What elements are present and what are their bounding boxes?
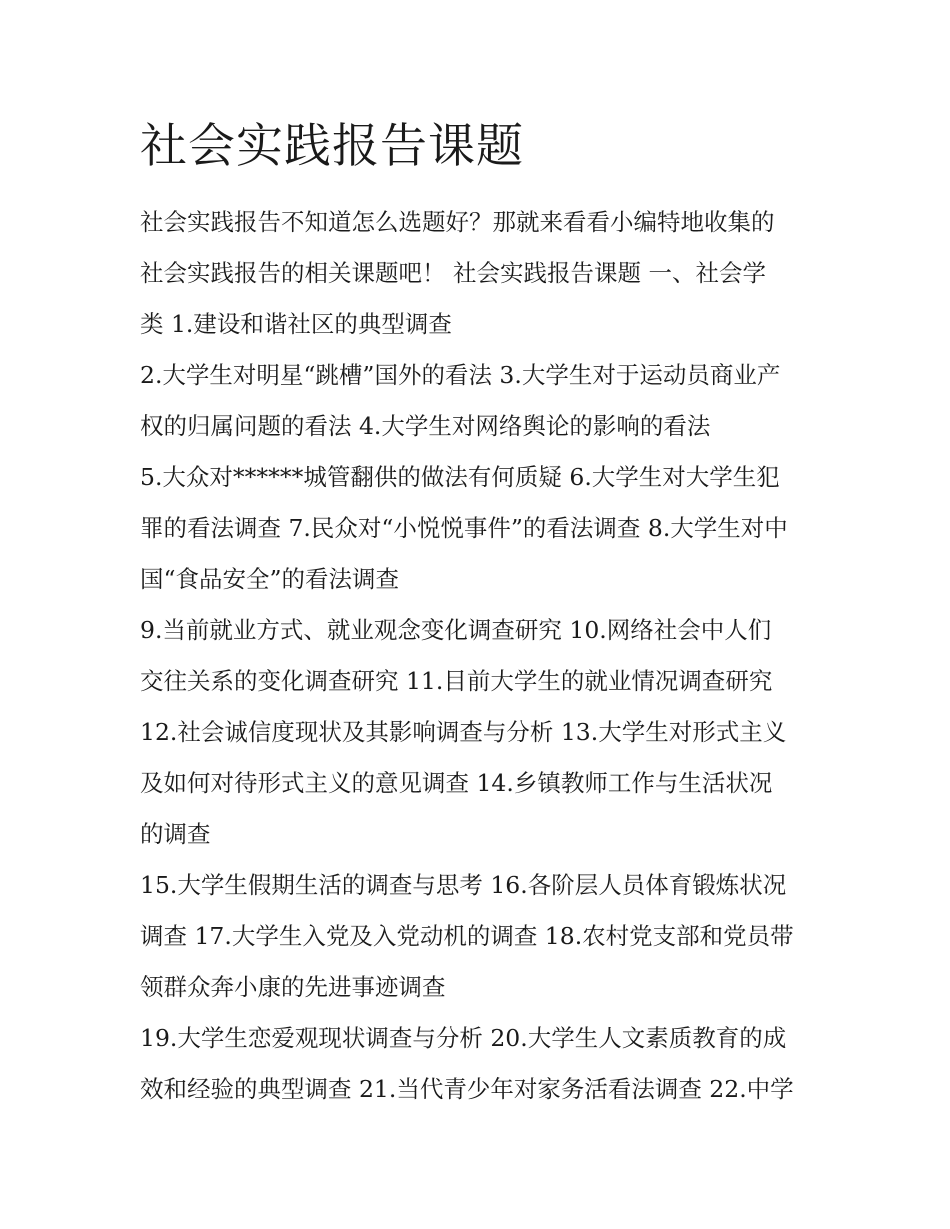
body-line: 调查 17.大学生入党及入党动机的调查 18.农村党支部和党员带 (140, 922, 794, 950)
body-line: 国“食品安全”的看法调查 (140, 565, 400, 593)
body-line: 15.大学生假期生活的调查与思考 16.各阶层人员体育锻炼状况 (140, 871, 787, 899)
document-title: 社会实践报告课题 (140, 119, 524, 174)
body-line: 领群众奔小康的先进事迹调查 (140, 973, 446, 1001)
body-line: 2.大学生对明星“跳槽”国外的看法 3.大学生对于运动员商业产 (140, 361, 781, 389)
body-line: 罪的看法调查 7.民众对“小悦悦事件”的看法调查 8.大学生对中 (140, 514, 788, 542)
body-line: 类 1.建设和谐社区的典型调查 (140, 310, 452, 338)
body-line: 19.大学生恋爱观现状调查与分析 20.大学生人文素质教育的成 (140, 1024, 787, 1052)
body-line: 交往关系的变化调查研究 11.目前大学生的就业情况调查研究 (140, 667, 773, 695)
body-line: 的调查 (140, 820, 211, 848)
body-line: 5.大众对******城管翻供的做法有何质疑 6.大学生对大学生犯 (140, 463, 780, 491)
body-line: 社会实践报告的相关课题吧！ 社会实践报告课题 一、社会学 (140, 259, 766, 287)
body-line: 12.社会诚信度现状及其影响调查与分析 13.大学生对形式主义 (140, 718, 787, 746)
body-line: 9.当前就业方式、就业观念变化调查研究 10.网络社会中人们 (140, 616, 772, 644)
body-line: 及如何对待形式主义的意见调查 14.乡镇教师工作与生活状况 (140, 769, 773, 797)
body-line: 权的归属问题的看法 4.大学生对网络舆论的影响的看法 (140, 412, 711, 440)
body-line: 效和经验的典型调查 21.当代青少年对家务活看法调查 22.中学 (140, 1075, 794, 1103)
body-line: 社会实践报告不知道怎么选题好？那就来看看小编特地收集的 (140, 208, 775, 236)
